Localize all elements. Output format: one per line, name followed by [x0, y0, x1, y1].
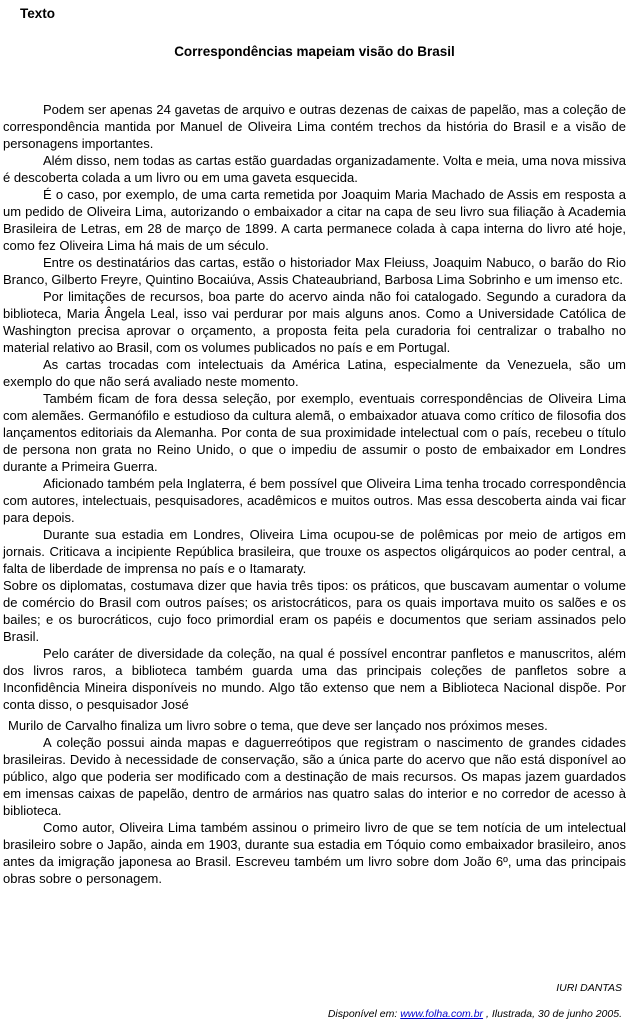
paragraph: A coleção possui ainda mapas e daguerreótipos que registram o nascimento de grandes cidades brasileiras. Devido à necessidade de conservação, são a única parte do acervo que não está disponível ao público, algo que poderia ser modificado com a destinação de mais recursos. Os mapas jazem guardados em imensas caixas de papelão, dentro de armários nas quatro salas do interior e no corredor de acesso à biblioteca.: [3, 735, 626, 818]
paragraph: É o caso, por exemplo, de uma carta remetida por Joaquim Maria Machado de Assis em resposta a um pedido de Oliveira Lima, autorizando o embaixador a citar na capa de seu livro sua filiação à Academia Brasileira de Letras, em 28 de março de 1899. A carta permanece colada à capa interna do livro até hoje, como fez Oliveira Lima há mais de um século.: [3, 187, 626, 253]
source-line: [328, 1008, 622, 1020]
paragraph: Durante sua estadia em Londres, Oliveira Lima ocupou-se de polêmicas por meio de artigos em jornais. Criticava a incipiente República brasileira, que trouxe os aspectos oligárquicos ao poder central, a falta de liberdade de imprensa no país e o Itamaraty.: [3, 527, 626, 576]
paragraph: Também ficam de fora dessa seleção, por exemplo, eventuais correspondências de Oliveira Lima com alemães. Germanófilo e estudioso da cultura alemã, o embaixador atuava como crítico de filosofia dos lançamentos editoriais da Alemanha. Por conta de sua proximidade intelectual com o país, recebeu o título de persona non grata no Reino Unido, o que o impediu de assumir o posto de embaixador em Londres durante a Primeira Guerra.: [3, 391, 626, 474]
source-prefix: Disponível em:: [327, 1008, 401, 1020]
paragraph: Podem ser apenas 24 gavetas de arquivo e outras dezenas de caixas de papelão, mas a coleção de correspondência mantida por Manuel de Oliveira Lima contém trechos da história do Brasil e a visão de personagens importantes.: [3, 102, 626, 151]
source-link[interactable]: www.folha.com.br: [400, 1008, 484, 1020]
paragraph: Entre os destinatários das cartas, estão o historiador Max Fleiuss, Joaquim Nabuco, o barão do Rio Branco, Gilberto Freyre, Quintino Bocaiúva, Assis Chateaubriand, Barbosa Lima Sobrinho e um imenso etc.: [3, 255, 626, 287]
paragraph: Aficionado também pela Inglaterra, é bem possível que Oliveira Lima tenha trocado correspondência com autores, intelectuais, pesquisadores, acadêmicos e muitos outros. Mas essa descoberta ainda vai ficar para depois.: [3, 476, 626, 525]
paragraph: Pelo caráter de diversidade da coleção, na qual é possível encontrar panfletos e manuscritos, além dos livros raros, a biblioteca também guarda uma das principais coleções de panfletos sobre a Inconfidência Mineira disponíveis no mundo. Algo tão extenso que nem a Biblioteca Nacional dispõe. Por conta disso, o pesquisador José: [3, 646, 626, 712]
paragraph: Por limitações de recursos, boa parte do acervo ainda não foi catalogado. Segundo a curadora da biblioteca, Maria Ângela Leal, isso vai perdurar por mais alguns anos. Como a Universidade Católica de Washington precisa aprovar o orçamento, a proposta feita pela curadoria foi centralizar o trabalho no material relativo ao Brasil, com os volumes publicados no país e em Portugal.: [3, 289, 626, 355]
paragraph: Murilo de Carvalho finaliza um livro sobre o tema, que deve ser lançado nos próximos meses.: [8, 718, 548, 733]
article-title: Correspondências mapeiam visão do Brasil: [174, 44, 455, 59]
article-footer: [328, 982, 622, 1020]
source-suffix: , Ilustrada, 30 de junho 2005.: [483, 1008, 622, 1020]
paragraph: Sobre os diplomatas, costumava dizer que havia três tipos: os práticos, que buscavam aumentar o volume de comércio do Brasil com outros países; os aristocráticos, para os quais importava muito os salões e os bailes; e os burocráticos, cujo foco primordial eram os papéis e documentos que seriam assinados pelo Brasil.: [3, 578, 626, 644]
byline-author: IURI DANTAS: [556, 982, 622, 994]
paragraph: As cartas trocadas com intelectuais da América Latina, especialmente da Venezuela, são um exemplo do que não será avaliado neste momento.: [3, 357, 626, 389]
article-body: [3, 101, 626, 887]
document-label: Texto: [20, 6, 56, 21]
paragraph: Como autor, Oliveira Lima também assinou o primeiro livro de que se tem notícia de um intelectual brasileiro sobre o Japão, ainda em 1903, durante sua estadia em Tóquio como embaixador brasileiro, anos antes da imigração japonesa ao Brasil. Escreveu também um livro sobre dom João 6º, uma das principais obras sobre o personagem.: [3, 820, 626, 886]
paragraph: Além disso, nem todas as cartas estão guardadas organizadamente. Volta e meia, uma nova missiva é descoberta colada a um livro ou em uma gaveta esquecida.: [3, 153, 626, 185]
